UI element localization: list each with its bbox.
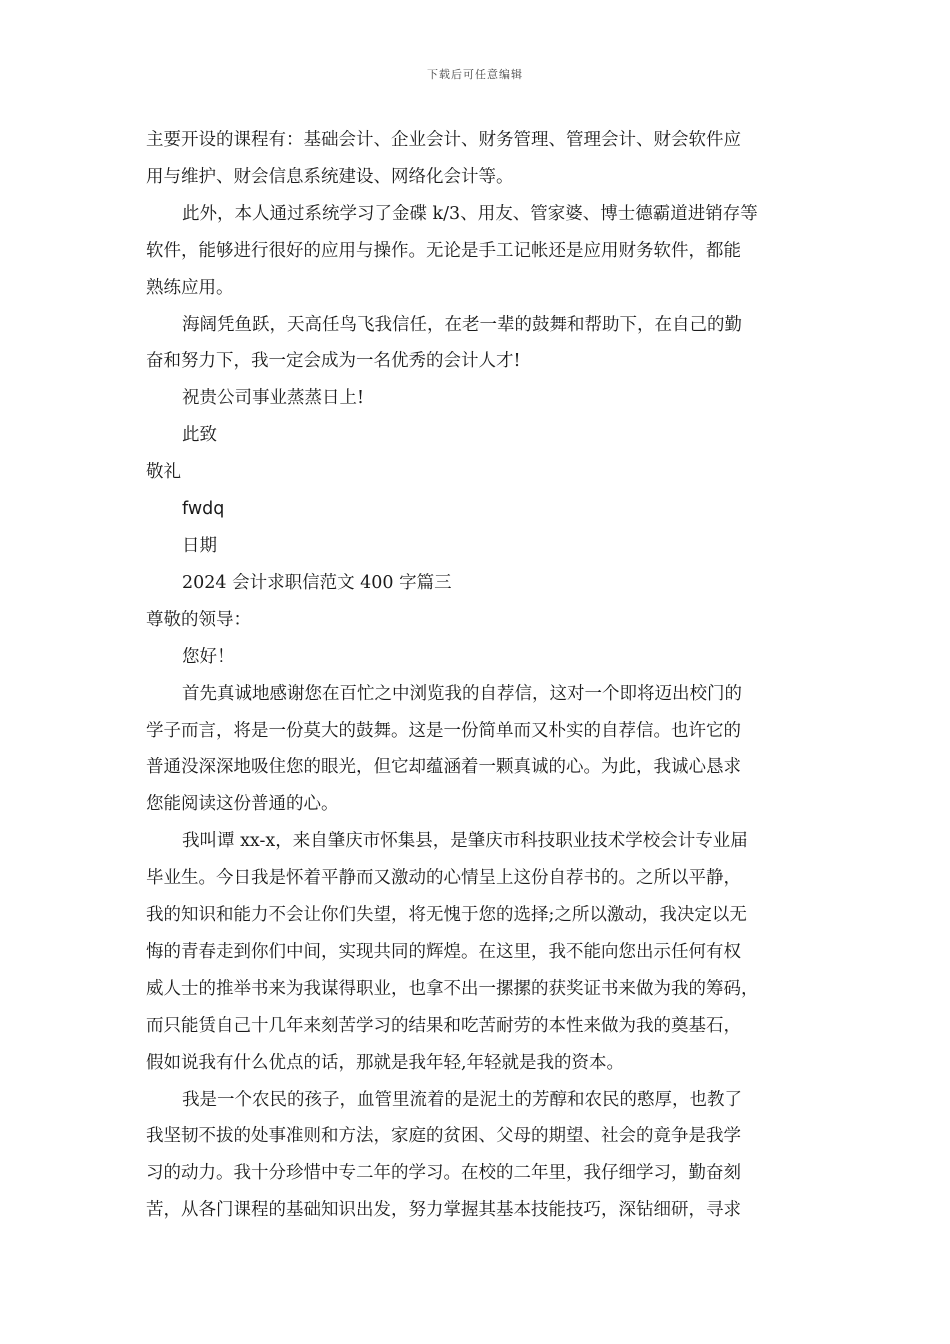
text-line: 我的知识和能力不会让你们失望，将无愧于您的选择;之所以激动，我决定以无	[146, 905, 747, 926]
text-line: 毕业生。今日我是怀着平静而又激动的心情呈上这份自荐书的。之所以平静，	[146, 868, 741, 889]
text-line: 熟练应用。	[146, 277, 234, 298]
text-line: 海阔凭鱼跃，天高任鸟飞我信任，在老一辈的鼓舞和帮助下，在自己的勤	[182, 314, 742, 335]
text-line: 学子而言，将是一份莫大的鼓舞。这是一份简单而又朴实的自荐信。也许它的	[146, 720, 741, 741]
text-line: 此外，本人通过系统学习了金碟 k/3、用友、管家婆、博士德霸道进销存等	[182, 203, 758, 224]
text-line: 威人士的推举书来为我谋得职业，也拿不出一摞摞的获奖证书来做为我的筹码，	[146, 978, 759, 999]
text-line: 日期	[182, 535, 217, 556]
text-line: 苦，从各门课程的基础知识出发，努力掌握其基本技能技巧，深钻细研，寻求	[146, 1200, 741, 1221]
section-title	[146, 565, 818, 602]
text-line: fwdq	[182, 499, 225, 520]
text-line: 假如说我有什么优点的话，那就是我年轻,年轻就是我的资本。	[146, 1052, 625, 1073]
paragraph-intro	[146, 823, 818, 1081]
paragraph-background	[146, 1082, 818, 1230]
text-line: 敬礼	[146, 462, 181, 483]
text-line: 尊敬的领导：	[146, 609, 251, 630]
paragraph-wish	[146, 380, 818, 417]
hello	[146, 639, 818, 676]
paragraph-ambition	[146, 307, 818, 381]
text-line: 我坚韧不拔的处事准则和方法，家庭的贫困、父母的期望、社会的竟争是我学	[146, 1126, 741, 1147]
text-line: 用与维护、财会信息系统建设、网络化会计等。	[146, 166, 514, 187]
text-line: 我叫谭 xx-x，来自肇庆市怀集县，是肇庆市科技职业技术学校会计专业届	[182, 831, 748, 852]
paragraph-software	[146, 196, 818, 307]
text-line: 悔的青春走到你们中间，实现共同的辉煌。在这里，我不能向您出示任何有权	[146, 941, 741, 962]
paragraph-thanks	[146, 676, 818, 824]
salutation	[146, 454, 818, 491]
text-line: 主要开设的课程有：基础会计、企业会计、财务管理、管理会计、财会软件应	[146, 130, 741, 150]
text-line: 普通没深深地吸住您的眼光，但它却蕴涵着一颗真诚的心。为此，我诚心恳求	[146, 757, 741, 778]
text-line: 此致	[182, 425, 217, 446]
text-line: 奋和努力下，我一定会成为一名优秀的会计人才!	[146, 351, 521, 372]
text-line: 祝贵公司事业蒸蒸日上!	[182, 388, 365, 409]
paragraph-courses	[146, 122, 818, 196]
text-line: 我是一个农民的孩子，血管里流着的是泥土的芳醇和农民的憨厚，也教了	[182, 1089, 742, 1110]
signature	[146, 491, 818, 528]
greeting	[146, 602, 818, 639]
document-body	[146, 122, 818, 1229]
text-line: 而只能赁自己十几年来刻苦学习的结果和吃苦耐劳的本性来做为我的奠基石，	[146, 1015, 741, 1036]
text-line: 习的动力。我十分珍惜中专二年的学习。在校的二年里，我仔细学习，勤奋刻	[146, 1163, 741, 1184]
text-line: 软件，能够进行很好的应用与操作。无论是手工记帐还是应用财务软件，都能	[146, 240, 741, 261]
closing-phrase	[146, 417, 818, 454]
date-line	[146, 528, 818, 565]
text-line: 您能阅读这份普通的心。	[146, 794, 339, 815]
text-line: 您好！	[182, 646, 235, 667]
text-line: 首先真诚地感谢您在百忙之中浏览我的自荐信，这对一个即将迈出校门的	[182, 683, 742, 704]
page-header: 下载后可任意编辑	[427, 68, 523, 81]
text-line: 2024 会计求职信范文 400 字篇三	[182, 572, 452, 593]
